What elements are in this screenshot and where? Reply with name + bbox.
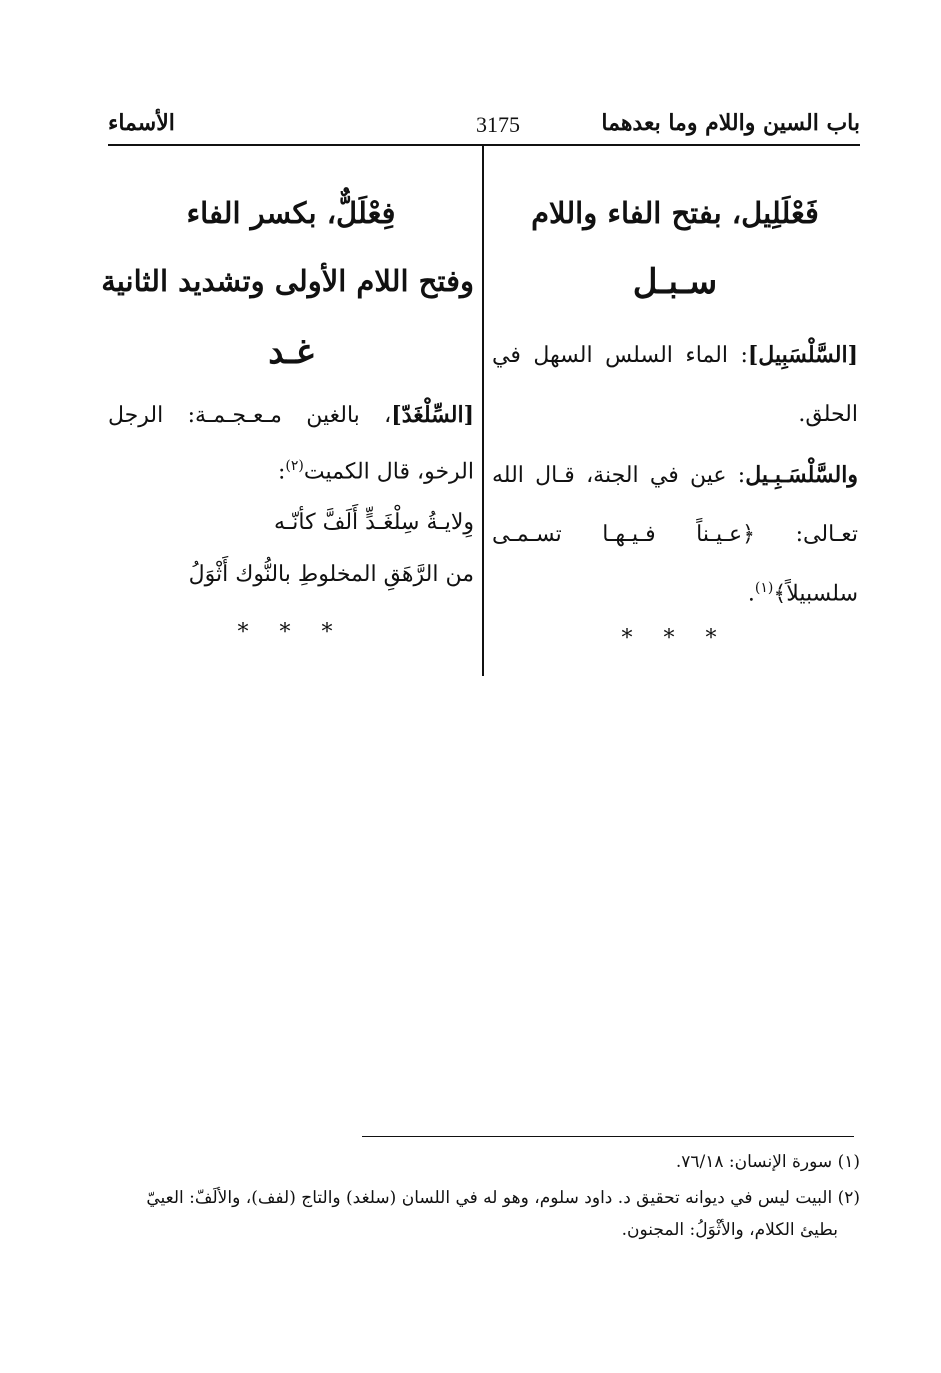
definition-salsabil xyxy=(492,342,858,368)
entry-title-right: فَعْلَلِيل، بفتح الفاء واللام xyxy=(531,196,819,230)
footnote-ref-2: (٢) xyxy=(285,458,304,474)
footnote-2-continuation: بطيئ الكلام، والأثْوَلُ: المجنون. xyxy=(621,1220,838,1240)
quran-quote: تعـالى: ﴿عـيـناً فـيـهـا تسـمـى xyxy=(492,522,858,547)
verse-hemistich-1: وِلايـةُ سِلْغَـدٍّ أَلَفَّ كأنّـه xyxy=(274,510,474,535)
definition-text: ، بالغين مـعـجـمـة: الرجل xyxy=(108,403,392,428)
footnote-rule xyxy=(362,1136,854,1137)
definition-salsabil-2 xyxy=(492,462,858,488)
definition-continuation-left: الرخو، قال الكميت$^{(٢)}$: xyxy=(277,458,474,485)
running-head-section: الأسماء xyxy=(108,110,175,136)
definition-continuation: الحلق. xyxy=(798,402,858,427)
section-separator-right: * * * xyxy=(621,626,729,651)
entry-subtitle-left: وفتح اللام الأولى وتشديد الثانية xyxy=(101,264,474,298)
root-heading-left: غـد xyxy=(268,332,314,372)
column-divider xyxy=(482,146,484,676)
header-rule xyxy=(108,144,860,146)
entry-title-left: فِعْلَلٌّ، بكسر الفاء xyxy=(186,196,396,230)
definition-text: : الماء السلس السهل في xyxy=(492,343,748,368)
definition-silghadd xyxy=(108,402,474,428)
definition-text: : عين في الجنة، قـال الله xyxy=(492,463,746,488)
headword-salsabil: [السَّلْسَبِيل] xyxy=(747,342,858,368)
verse-hemistich-2: من الرَّهَقِ المخلوطِ بالنُّوك أَثْوَلُ xyxy=(188,562,474,587)
headword-silghadd: [السِّلْغَدّ] xyxy=(391,402,474,428)
footnote-2: (٢) البيت ليس في ديوانه تحقيق د. داود سلوم، وهو له في اللسان (سلغد) والتاج (لفف)، والألَفّ: العييّ xyxy=(146,1188,860,1208)
footnote-ref-1: (١) xyxy=(754,580,774,596)
root-heading-right: سـبـل xyxy=(632,262,718,302)
section-separator-left: * * * xyxy=(237,620,345,645)
quran-quote-end: سلسبيلاً﴾$^{(١)}$. xyxy=(747,580,858,607)
page-number: 3175 xyxy=(476,112,520,137)
headword-salsabil-2: والسَّلْسَـبِـيل xyxy=(745,462,858,488)
running-head-chapter: باب السين واللام وما بعدهما xyxy=(601,110,860,136)
page-header xyxy=(108,110,860,144)
footnote-1: (١) سورة الإنسان: ٧٦/١٨. xyxy=(675,1152,860,1172)
